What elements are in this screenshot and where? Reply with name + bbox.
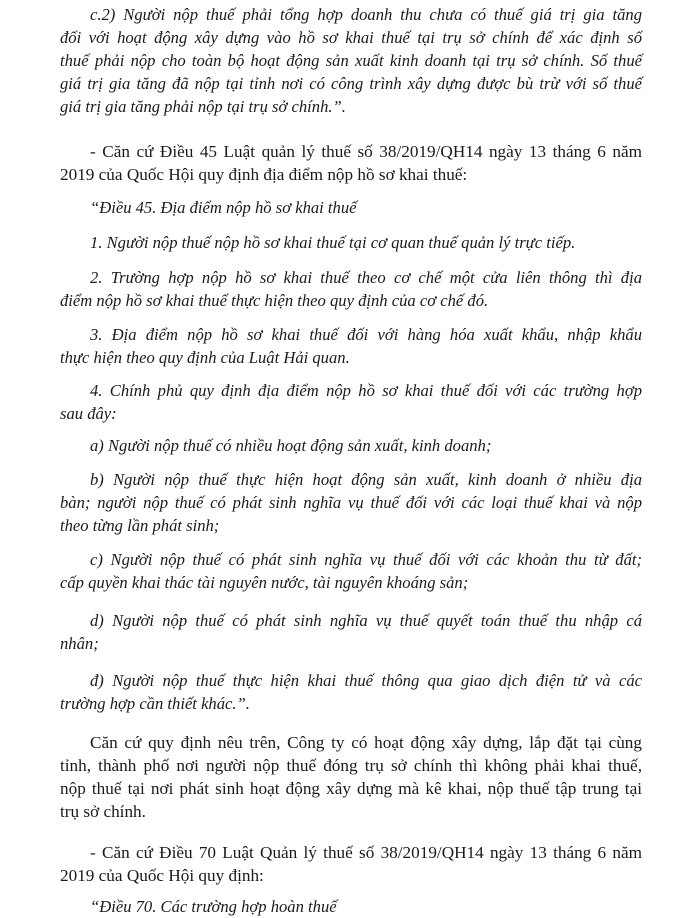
text-line: thực hiện theo quy định của Luật Hải quan. (60, 348, 350, 367)
article-45-point-d (60, 609, 642, 655)
text-line: theo từng lần phát sinh; (60, 516, 220, 535)
text-line: d) Người nộp thuế có phát sinh nghĩa vụ thuế quyết toán thuế thu nhập cá (90, 611, 642, 630)
article-70-title: “Điều 70. Các trường hợp hoàn thuế (90, 897, 337, 916)
text-line: 2. Trường hợp nộp hồ sơ khai thuế theo cơ chế một cửa liên thông thì địa (90, 268, 642, 287)
text-line: Căn cứ quy định nêu trên, Công ty có hoạt động xây dựng, lắp đặt tại cùng (90, 733, 642, 752)
text-line: trường hợp cần thiết khác.”. (60, 694, 250, 713)
basis-article-70 (60, 841, 642, 887)
text-line: - Căn cứ Điều 70 Luật Quản lý thuế số 38/2019/QH14 ngày 13 tháng 6 năm (90, 843, 642, 862)
text-line: nhân; (60, 634, 99, 653)
article-45-point-c (60, 548, 642, 594)
text-line: đ) Người nộp thuế thực hiện khai thuế thông qua giao dịch điện tử và các (90, 671, 642, 690)
text-line: c) Người nộp thuế có phát sinh nghĩa vụ thuế đối với các khoản thu từ đất; (90, 550, 642, 569)
text-line: tỉnh, thành phố nơi người nộp thuế đóng trụ sở chính thì không phải khai thuế, (60, 756, 642, 775)
article-45-title: “Điều 45. Địa điểm nộp hồ sơ khai thuế (90, 198, 357, 217)
text-line: 2019 của Quốc Hội quy định: (60, 866, 264, 885)
text-line: giá trị gia tăng đã nộp tại tỉnh nơi có công trình xây dựng được bù trừ với số thuế (60, 74, 642, 93)
text-line: giá trị gia tăng phải nộp tại trụ sở chính.”. (60, 97, 346, 116)
text-line: sau đây: (60, 404, 117, 423)
text-line: đối với hoạt động xây dựng vào hồ sơ khai thuế tại trụ sở chính để xác định số (60, 28, 642, 47)
text-line: cấp quyền khai thác tài nguyên nước, tài nguyên khoáng sản; (60, 573, 469, 592)
text-line: 4. Chính phủ quy định địa điểm nộp hồ sơ khai thuế đối với các trường hợp (90, 381, 642, 400)
article-45-point-dd (60, 669, 642, 715)
text-line: c.2) Người nộp thuế phải tổng hợp doanh thu chưa có thuế giá trị gia tăng (90, 5, 642, 24)
article-45-clause-1: 1. Người nộp thuế nộp hồ sơ khai thuế tại cơ quan thuế quản lý trực tiếp. (90, 233, 576, 252)
paragraph-c2 (60, 3, 642, 118)
text-line: 3. Địa điểm nộp hồ sơ khai thuế đối với hàng hóa xuất khẩu, nhập khẩu (90, 325, 642, 344)
article-45-clause-3 (60, 323, 642, 369)
article-45-point-a: a) Người nộp thuế có nhiều hoạt động sản xuất, kinh doanh; (90, 436, 492, 455)
article-45-point-b (60, 468, 642, 537)
basis-article-45 (60, 140, 642, 186)
text-line: điểm nộp hồ sơ khai thuế thực hiện theo quy định của cơ chế đó. (60, 291, 489, 310)
article-45-clause-2 (60, 266, 642, 312)
text-line: nộp thuế tại nơi phát sinh hoạt động xây dựng mà kê khai, nộp thuế tập trung tại (60, 779, 642, 798)
article-45-clause-4 (60, 379, 642, 425)
text-line: - Căn cứ Điều 45 Luật quản lý thuế số 38/2019/QH14 ngày 13 tháng 6 năm (90, 142, 642, 161)
text-line: b) Người nộp thuế thực hiện hoạt động sản xuất, kinh doanh ở nhiều địa (90, 470, 642, 489)
text-line: thuế phải nộp cho toàn bộ hoạt động sản xuất kinh doanh tại trụ sở chính. Số thuế (60, 51, 642, 70)
conclusion-paragraph (60, 731, 642, 823)
text-line: 2019 của Quốc Hội quy định địa điểm nộp hồ sơ khai thuế: (60, 165, 468, 184)
text-line: trụ sở chính. (60, 802, 146, 821)
text-line: bàn; người nộp thuế có phát sinh nghĩa vụ thuế đối với các loại thuế khai và nộp (60, 493, 642, 512)
